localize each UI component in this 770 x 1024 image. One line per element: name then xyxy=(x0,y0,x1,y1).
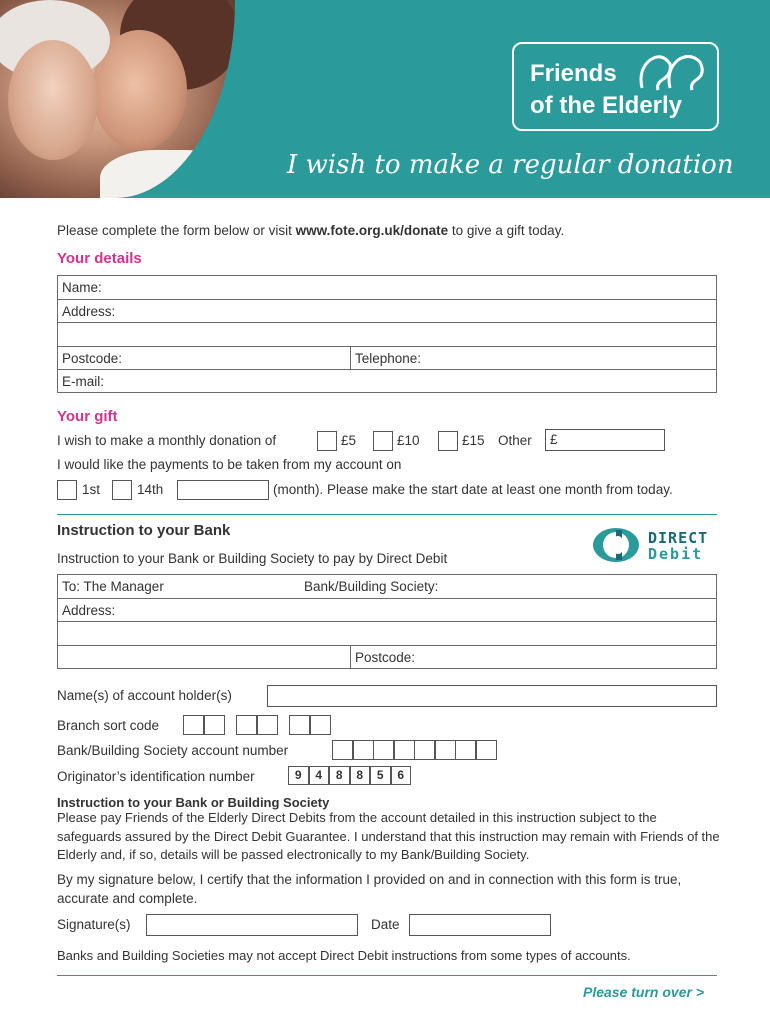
account-number-digit[interactable] xyxy=(435,740,456,760)
sort-code-digit[interactable] xyxy=(310,715,331,735)
turn-over-link[interactable]: Please turn over > xyxy=(583,984,705,1000)
option-5-label: £5 xyxy=(341,433,357,448)
signature-label: Signature(s) xyxy=(57,917,131,932)
donate-link[interactable]: www.fote.org.uk/donate xyxy=(295,223,449,238)
start-month-input[interactable] xyxy=(177,480,269,500)
checkbox-5[interactable] xyxy=(317,431,337,451)
bank-postcode-label[interactable]: Postcode: xyxy=(350,646,716,670)
originator-digit: 8 xyxy=(329,766,350,785)
bank-society-label[interactable]: Bank/Building Society: xyxy=(304,579,439,594)
sort-code-label: Branch sort code xyxy=(57,718,160,733)
certify-text: By my signature below, I certify that the information I provided on and in connection with this form is true, accurate and complete. xyxy=(57,872,682,906)
logo-line2: of the Elderly xyxy=(530,92,683,119)
footer-divider xyxy=(57,975,717,976)
sort-code-digit[interactable] xyxy=(236,715,257,735)
account-number-digit[interactable] xyxy=(332,740,353,760)
payments-label: I would like the payments to be taken from my account on xyxy=(57,457,402,472)
manager-row xyxy=(58,575,716,599)
postcode-telephone-row xyxy=(58,347,716,371)
signature-input[interactable] xyxy=(146,914,358,936)
header-photo xyxy=(0,0,235,198)
email-row[interactable] xyxy=(58,370,716,394)
account-number-digit[interactable] xyxy=(394,740,415,760)
disclaimer: Banks and Building Societies may not accept Direct Debit instructions from some types of accounts. xyxy=(57,948,631,963)
bank-subheading: Instruction to your Bank or Building Society to pay by Direct Debit xyxy=(57,551,448,566)
charity-logo xyxy=(512,42,719,131)
address-row-2[interactable] xyxy=(58,323,716,347)
month-note: (month). Please make the start date at least one month from today. xyxy=(273,482,673,497)
bank-table xyxy=(57,574,717,669)
account-number-digit[interactable] xyxy=(476,740,497,760)
sort-code-digit[interactable] xyxy=(204,715,225,735)
bank-postcode-row xyxy=(58,646,716,670)
email-label: E-mail: xyxy=(62,374,105,389)
bank-address-row[interactable] xyxy=(58,599,716,623)
bank-address-row-2[interactable] xyxy=(58,622,716,646)
name-label: Name: xyxy=(62,280,102,295)
other-amount-input[interactable]: £ xyxy=(545,429,665,451)
sort-code-digit[interactable] xyxy=(183,715,204,735)
account-number-digit[interactable] xyxy=(373,740,394,760)
originator-digit: 9 xyxy=(288,766,309,785)
divider xyxy=(57,514,717,515)
sort-code-digit[interactable] xyxy=(257,715,278,735)
account-number-label: Bank/Building Society account number xyxy=(57,743,289,758)
date-input[interactable] xyxy=(409,914,551,936)
header-banner xyxy=(0,0,770,198)
address-label: Address: xyxy=(62,303,116,319)
option-10-label: £10 xyxy=(397,433,420,448)
account-number-digit[interactable] xyxy=(455,740,476,760)
day-14th-label: 14th xyxy=(137,482,164,497)
checkbox-14th[interactable] xyxy=(112,480,132,500)
bank-heading: Instruction to your Bank xyxy=(57,522,231,539)
instruction-text: Please pay Friends of the Elderly Direct Debits from the account detailed in this instruction subject to the safeguards assured by the Direct Debit Guarantee. I understand that this instruction may remain with Friends of the Elderly and, if so, details will be passed electronically to my Bank/Building Society. xyxy=(57,810,720,862)
date-label: Date xyxy=(371,917,400,932)
originator-digit: 4 xyxy=(309,766,330,785)
holders-input[interactable] xyxy=(267,685,717,707)
tagline: I wish to make a regular donation xyxy=(287,150,734,180)
originator-digit: 6 xyxy=(391,766,412,785)
checkbox-1st[interactable] xyxy=(57,480,77,500)
address-row[interactable] xyxy=(58,300,716,324)
account-number-digit[interactable] xyxy=(353,740,374,760)
your-gift-heading: Your gift xyxy=(57,408,118,425)
instruction-heading: Instruction to your Bank or Building Society xyxy=(57,795,330,810)
direct-debit-logo xyxy=(592,527,717,563)
your-details-heading: Your details xyxy=(57,250,142,267)
two-faces-icon xyxy=(632,48,712,92)
other-label: Other xyxy=(498,433,532,448)
dd-word-debit: Debit xyxy=(648,545,704,563)
originator-label: Originator’s identification number xyxy=(57,769,255,784)
sort-code-digit[interactable] xyxy=(289,715,310,735)
bank-address-label: Address: xyxy=(62,602,116,618)
dd-word-direct: DIRECT xyxy=(648,529,709,547)
to-manager-label: To: The Manager xyxy=(62,579,164,594)
monthly-donation-label: I wish to make a monthly donation of xyxy=(57,433,277,448)
checkbox-15[interactable] xyxy=(438,431,458,451)
checkbox-10[interactable] xyxy=(373,431,393,451)
option-15-label: £15 xyxy=(462,433,485,448)
postcode-label[interactable]: Postcode: xyxy=(62,350,123,366)
details-table xyxy=(57,275,717,393)
day-1st-label: 1st xyxy=(82,482,101,497)
account-number-digit[interactable] xyxy=(414,740,435,760)
telephone-label[interactable]: Telephone: xyxy=(350,347,716,370)
name-row[interactable] xyxy=(58,276,716,300)
originator-digit: 5 xyxy=(370,766,391,785)
logo-line1: Friends xyxy=(530,60,617,87)
holders-label: Name(s) of account holder(s) xyxy=(57,688,232,703)
direct-debit-icon xyxy=(592,527,644,563)
intro-text: Please complete the form below or visit www.fote.org.uk/donate to give a gift today. xyxy=(57,223,565,238)
originator-digit: 8 xyxy=(350,766,371,785)
